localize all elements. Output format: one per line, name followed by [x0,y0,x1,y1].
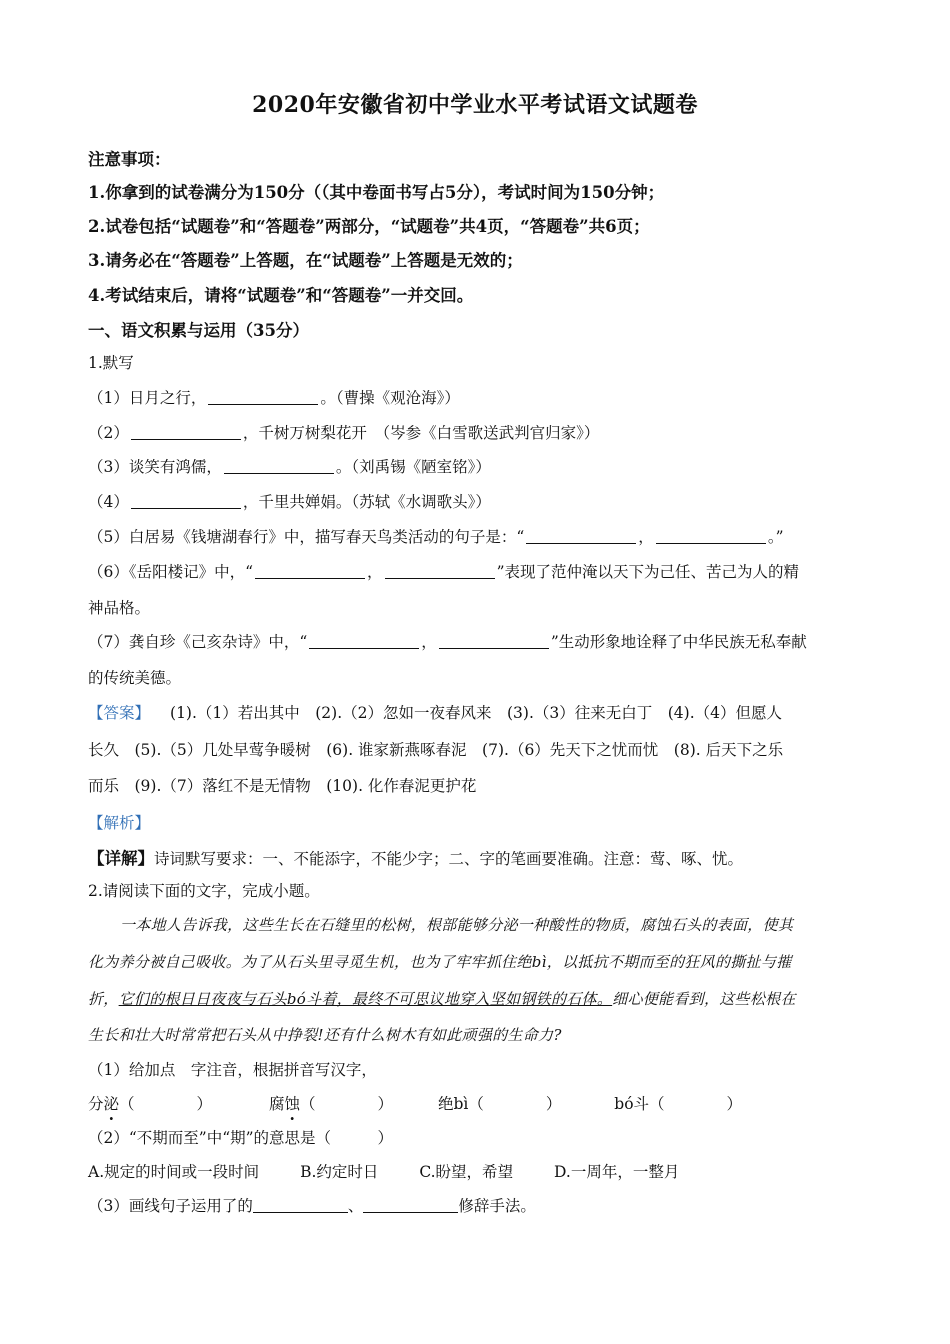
answer-blank[interactable] [363,1198,458,1213]
answer-blank[interactable] [526,529,636,544]
passage-text: 细心便能看到，这些松根在 [612,990,796,1008]
options-row [88,1160,679,1182]
option-a[interactable]: A.规定的时间或一段时间 [88,1163,260,1181]
sub-question-2: （2）“不期而至”中“期”的意思是（ ） [88,1129,394,1147]
q1-item-7-suffix: ”生动形象地诠释了中华民族无私奉献 [550,633,807,651]
sub-question-1: （1）给加点 字注音，根据拼音写汉字， [88,1061,377,1079]
passage-line-1: 一本地人告诉我，这些生长在石缝里的松树，根部能够分泌一种酸性的物质，腐蚀石头的表面，使其 [120,916,794,934]
notice-heading: 注意事项： [88,150,171,169]
option-d[interactable]: D.一周年，一整月 [554,1163,680,1181]
q1-item-6 [88,560,799,582]
q1-item-4-suffix: ，千里共婵娟。（苏轼《水调歌头》） [242,493,491,511]
q1-item-7-cont: 的传统美德。 [88,669,182,687]
answer-paren[interactable]: （ ） [300,1095,394,1113]
answer-blank[interactable] [255,564,365,579]
q1-item-7 [88,630,807,652]
option-c[interactable]: C.盼望，希望 [419,1163,514,1181]
answer-blank[interactable] [385,564,495,579]
q1-item-2 [88,421,599,443]
answer-blank[interactable] [309,634,419,649]
char-fu: 腐 [268,1095,285,1113]
analysis-tag: 【解析】 [88,814,151,832]
answer-blank[interactable] [208,390,318,405]
q1-item-7-sep: ， [421,633,437,651]
answer-blank[interactable] [224,459,334,474]
dotted-char-shi: 蚀 [284,1095,301,1113]
jue-bi-item[interactable]: 绝bì（ ） [437,1095,562,1113]
dotted-char-mi: 泌 [103,1095,120,1113]
bo-dou-item[interactable]: bó斗（ ） [614,1095,743,1113]
q1-item-3-suffix: 。（刘禹锡《陋室铭》） [335,458,491,476]
sub-question-3-sep: 、 [347,1197,364,1215]
passage-line-3 [88,988,796,1009]
q1-item-6-prefix: （6）《岳阳楼记》中，“ [88,563,254,581]
q1-item-3-prefix: （3）谈笑有鸿儒， [88,458,222,476]
section-heading: 一、语文积累与运用（35分） [88,321,309,340]
notice-item-4: 4.考试结束后，请将“试题卷”和“答题卷”一并交回。 [88,286,474,305]
notice-item-1: 1.你拿到的试卷满分为150分（（其中卷面书写占5分），考试时间为150分钟； [88,183,665,202]
q1-item-5-prefix: （5）白居易《钱塘湖春行》中，描写春天鸟类活动的句子是：“ [88,528,525,546]
answer-line-3: 而乐 (9).（7）落红不是无情物 (10). 化作春泥更护花 [88,777,477,795]
q1-item-1-prefix: （1）日月之行， [88,389,207,407]
notice-item-3: 3.请务必在“答题卷”上答题，在“试题卷”上答题是无效的； [88,251,523,270]
sub-question-1-items [88,1092,742,1114]
answer-line-1 [88,701,782,723]
question-1-label: 1.默写 [88,354,134,372]
q1-item-6-suffix: ”表现了范仲淹以天下为己任、苦己为人的精 [496,563,799,581]
sub-question-3-prefix: （3）画线句子运用了的 [88,1197,253,1215]
q1-item-3 [88,455,491,477]
answer-text-1: (1).（1）若出其中 (2).（2）忽如一夜春风来 (3).（3）往来无白丁 (4).（4）但愿人 [170,704,782,722]
detail-tag: 【详解】 [88,849,154,868]
sub-question-3 [88,1194,536,1216]
q1-item-4-prefix: （4） [88,493,129,511]
q1-item-4 [88,490,491,512]
passage-line-4: 生长和壮大时常常把石头从中挣裂!还有什么树木有如此顽强的生命力? [88,1026,562,1044]
question-2-label: 2.请阅读下面的文字，完成小题。 [88,882,320,900]
answer-blank[interactable] [131,494,241,509]
answer-tag: 【答案】 [88,704,151,722]
underlined-sentence: 它们的根日日夜夜与石头bó斗着，最终不可思议地穿入坚如钢铁的石体。 [118,990,613,1008]
passage-text: 折， [88,990,119,1008]
q1-item-5-suffix: 。” [767,528,784,546]
q1-item-2-prefix: （2） [88,424,129,442]
sub-question-3-suffix: 修辞手法。 [458,1197,536,1215]
q1-item-2-suffix: ，千树万树梨花开 （岑参《白雪歌送武判官归家》） [242,424,600,442]
q1-item-6-cont: 神品格。 [88,599,151,617]
answer-blank[interactable] [656,529,766,544]
q1-item-1 [88,386,460,408]
analysis-detail [88,845,743,869]
answer-blank[interactable] [131,425,241,440]
q1-item-5 [88,525,784,547]
q1-item-1-suffix: 。（曹操《观沧海》） [320,389,460,407]
passage-line-2: 化为养分被自己吸收。为了从石头里寻觅生机，也为了牢牢抓住绝bì，以抵抗不期而至的狂风的撕扯与摧 [88,953,792,971]
answer-blank[interactable] [253,1198,348,1213]
char-fen: 分 [88,1095,104,1113]
answer-paren[interactable]: （ ） [119,1095,213,1113]
notice-item-2: 2.试卷包括“试题卷”和“答题卷”两部分，“试题卷”共4页，“答题卷”共6页； [88,217,650,236]
q1-item-5-sep: ， [638,528,654,546]
option-b[interactable]: B.约定时日 [300,1163,379,1181]
q1-item-7-prefix: （7）龚自珍《己亥杂诗》中，“ [88,633,308,651]
page-title: 2020年安徽省初中学业水平考试语文试题卷 [252,92,698,118]
q1-item-6-sep: ， [367,563,383,581]
answer-blank[interactable] [439,634,549,649]
detail-text: 诗词默写要求：一、不能添字，不能少字；二、字的笔画要准确。注意：莺、啄、忧。 [154,850,744,868]
answer-line-2: 长久 (5).（5）几处早莺争暖树 (6). 谁家新燕啄春泥 (7).（6）先天下之忧而忧 (8). 后天下之乐 [88,741,784,759]
